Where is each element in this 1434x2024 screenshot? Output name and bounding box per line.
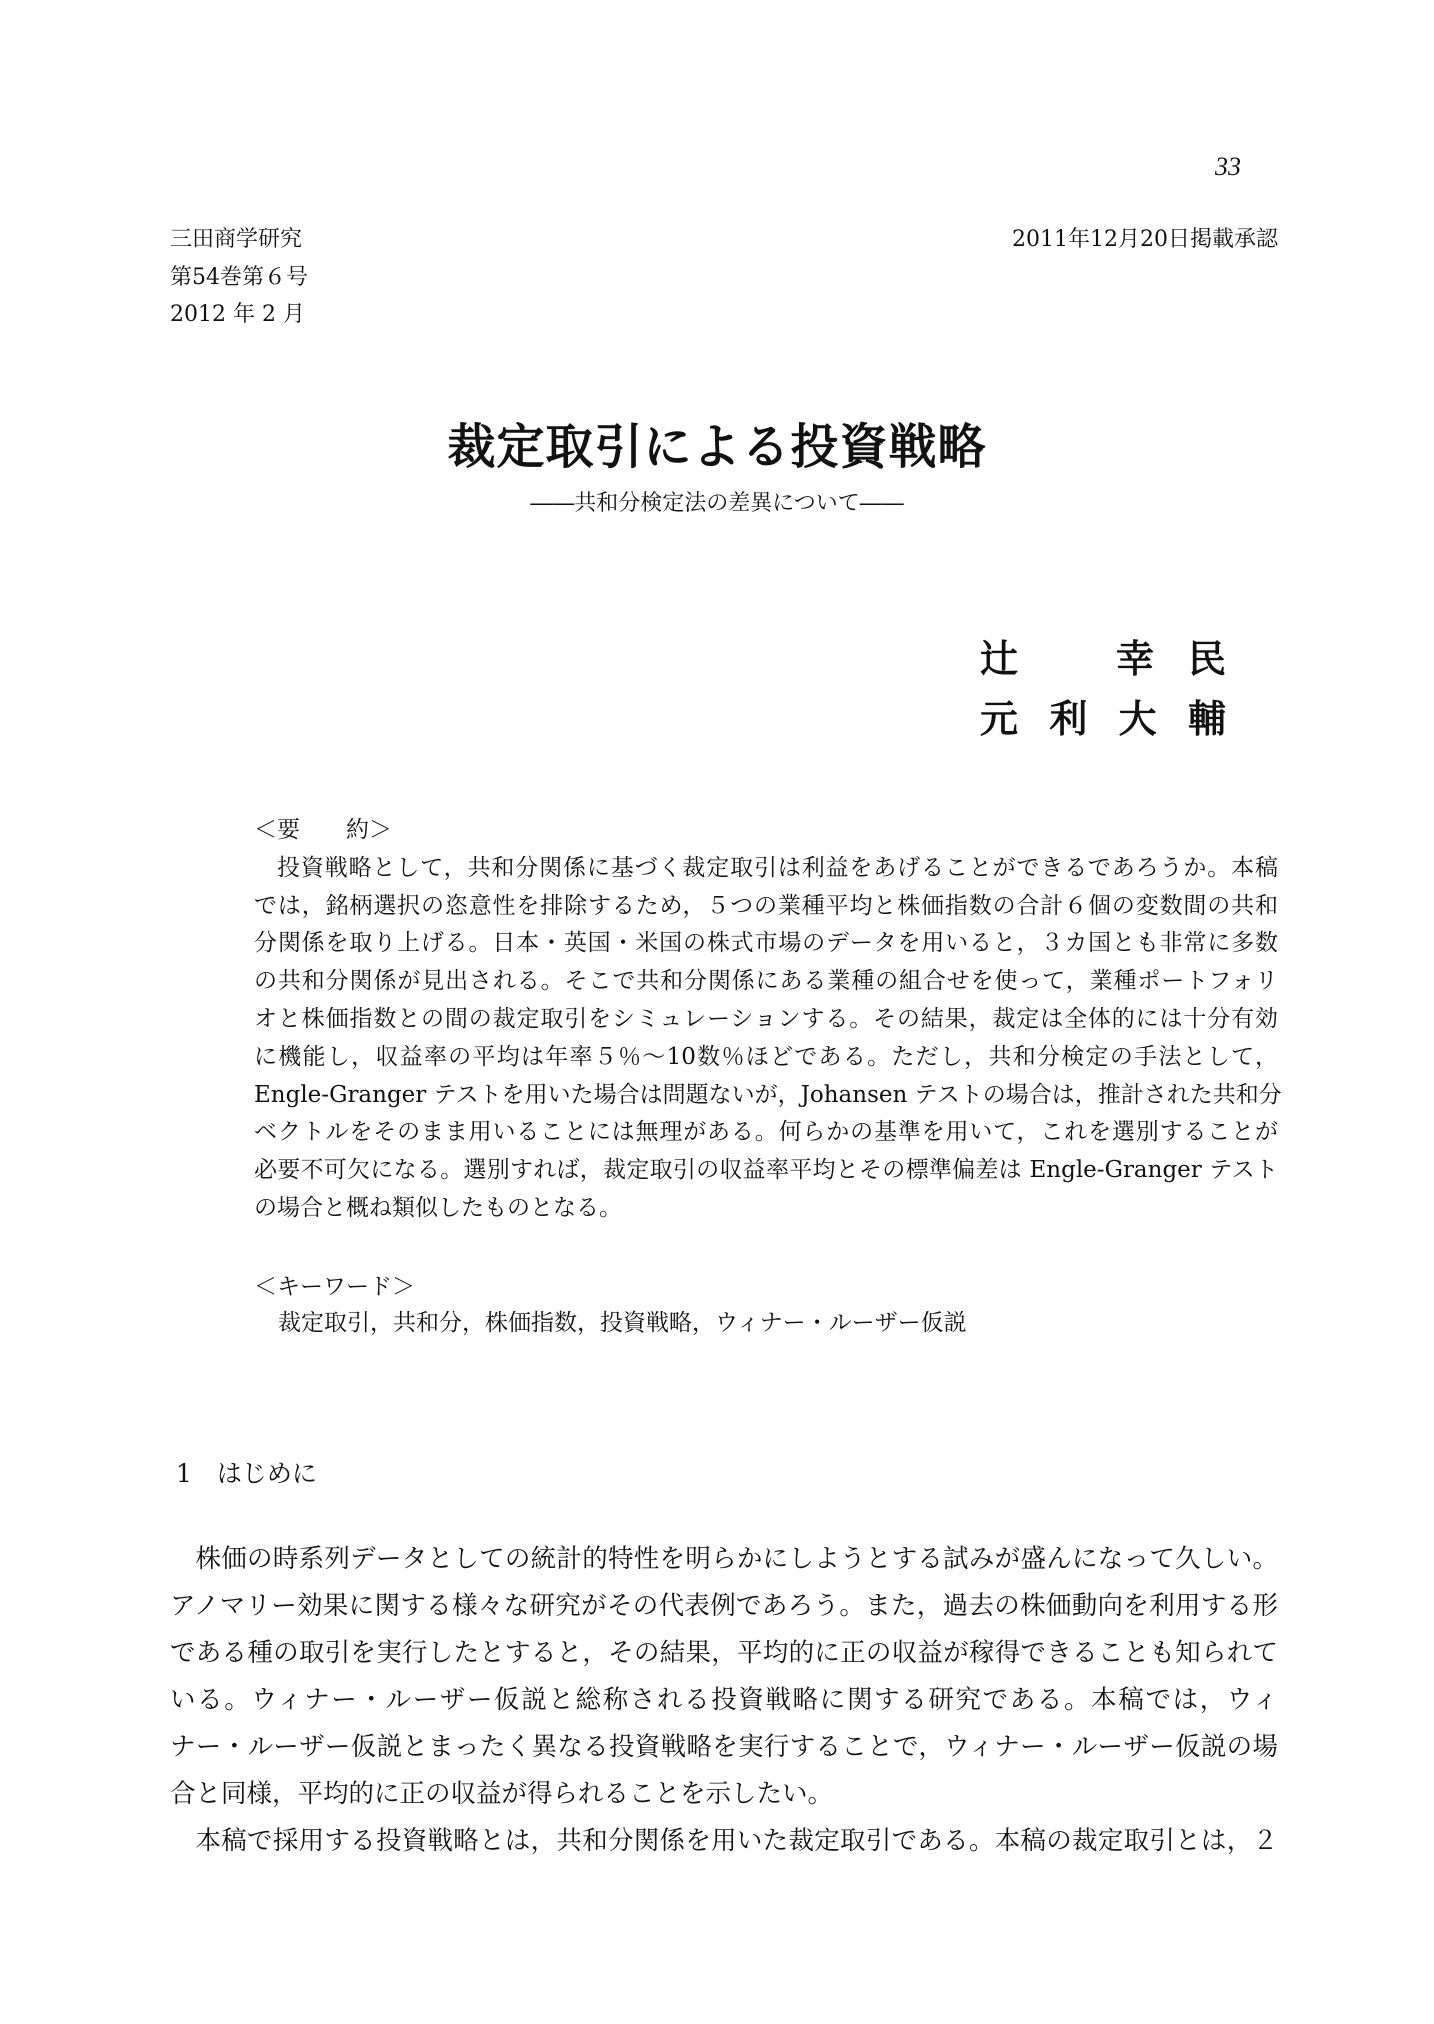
author-1-given-2: 民: [1187, 636, 1226, 681]
author-2-given-2: 大: [1118, 696, 1157, 741]
paper-subtitle: ――共和分検定法の差異について――: [530, 491, 904, 516]
page-number: 33: [1215, 152, 1241, 181]
journal-name: 三田商学研究: [170, 227, 303, 252]
abstract-line: オと株価指数との間の裁定取引をシミュレーションする。その結果，裁定は全体的には十分有効: [254, 1005, 1278, 1032]
body-line: である種の取引を実行したとすると，その結果，平均的に正の収益が稼得できることも知られて: [170, 1638, 1278, 1668]
keywords-text: 裁定取引，共和分，株価指数，投資戦略，ウィナー・ルーザー仮説: [278, 1310, 967, 1336]
abstract-line: の場合と概ね類似したものとなる。: [254, 1194, 622, 1221]
abstract-line: Engle-Granger テストを用いた場合は問題ないが，Johansen テストの場合は，推計された共和分: [254, 1081, 1282, 1108]
abstract-line: では，銘柄選択の恣意性を排除するため，５つの業種平均と株価指数の合計６個の変数間の共和: [254, 892, 1278, 919]
abstract: [254, 812, 1282, 1228]
paper-title: 裁定取引による投資戦略: [447, 419, 987, 475]
body-line: 株価の時系列データとしての統計的特性を明らかにしようとする試みが盛んになって久しい。: [195, 1544, 1278, 1574]
body-line: いる。ウィナー・ルーザー仮説と総称される投資戦略に関する研究である。本稿では，ウィ: [170, 1685, 1278, 1715]
keywords-heading: ＜キーワード＞: [254, 1274, 415, 1300]
journal-volume: 第54巻第６号: [170, 265, 308, 290]
author-1-given-1: 幸: [1115, 636, 1154, 681]
abstract-line: 投資戦略として，共和分関係に基づく裁定取引は利益をあげることができるであろうか。本稿: [277, 854, 1278, 881]
journal-date: 2012 年 2 月: [170, 302, 305, 327]
body-text: [170, 1536, 1278, 1865]
author-2-family: 元: [980, 696, 1019, 741]
section-heading: 1 はじめに: [176, 1459, 317, 1488]
abstract-heading: ＜要 約＞: [254, 817, 392, 843]
abstract-line: ベクトルをそのまま用いることには無理がある。何らかの基準を用いて，これを選別することが: [254, 1119, 1278, 1146]
author-1-family: 辻: [980, 636, 1019, 681]
approval-date: 2011年12月20日掲載承認: [1012, 227, 1278, 252]
body-line: 合と同様，平均的に正の収益が得られることを示したい。: [170, 1779, 834, 1809]
author-2-given-1: 利: [1049, 696, 1088, 741]
author-2-given-3: 輔: [1187, 696, 1226, 741]
author-2: [980, 688, 1226, 743]
body-line: アノマリー効果に関する様々な研究がその代表例であろう。また，過去の株価動向を利用する形: [170, 1591, 1278, 1621]
abstract-line: 分関係を取り上げる。日本・英国・米国の株式市場のデータを用いると，３カ国とも非常に多数: [254, 930, 1278, 957]
abstract-line: の共和分関係が見出される。そこで共和分関係にある業種の組合せを使って，業種ポートフォリ: [254, 968, 1278, 995]
abstract-line: に機能し，収益率の平均は年率５％～10数％ほどである。ただし，共和分検定の手法として，: [254, 1043, 1278, 1070]
body-line: ナー・ルーザー仮説とまったく異なる投資戦略を実行することで，ウィナー・ルーザー仮説の場: [170, 1732, 1278, 1762]
body-line: 本稿で採用する投資戦略とは，共和分関係を用いた裁定取引である。本稿の裁定取引とは，２: [195, 1826, 1278, 1856]
author-1: [980, 628, 1226, 683]
abstract-line: 必要不可欠になる。選別すれば，裁定取引の収益率平均とその標準偏差は Engle-Granger テスト: [254, 1157, 1278, 1184]
